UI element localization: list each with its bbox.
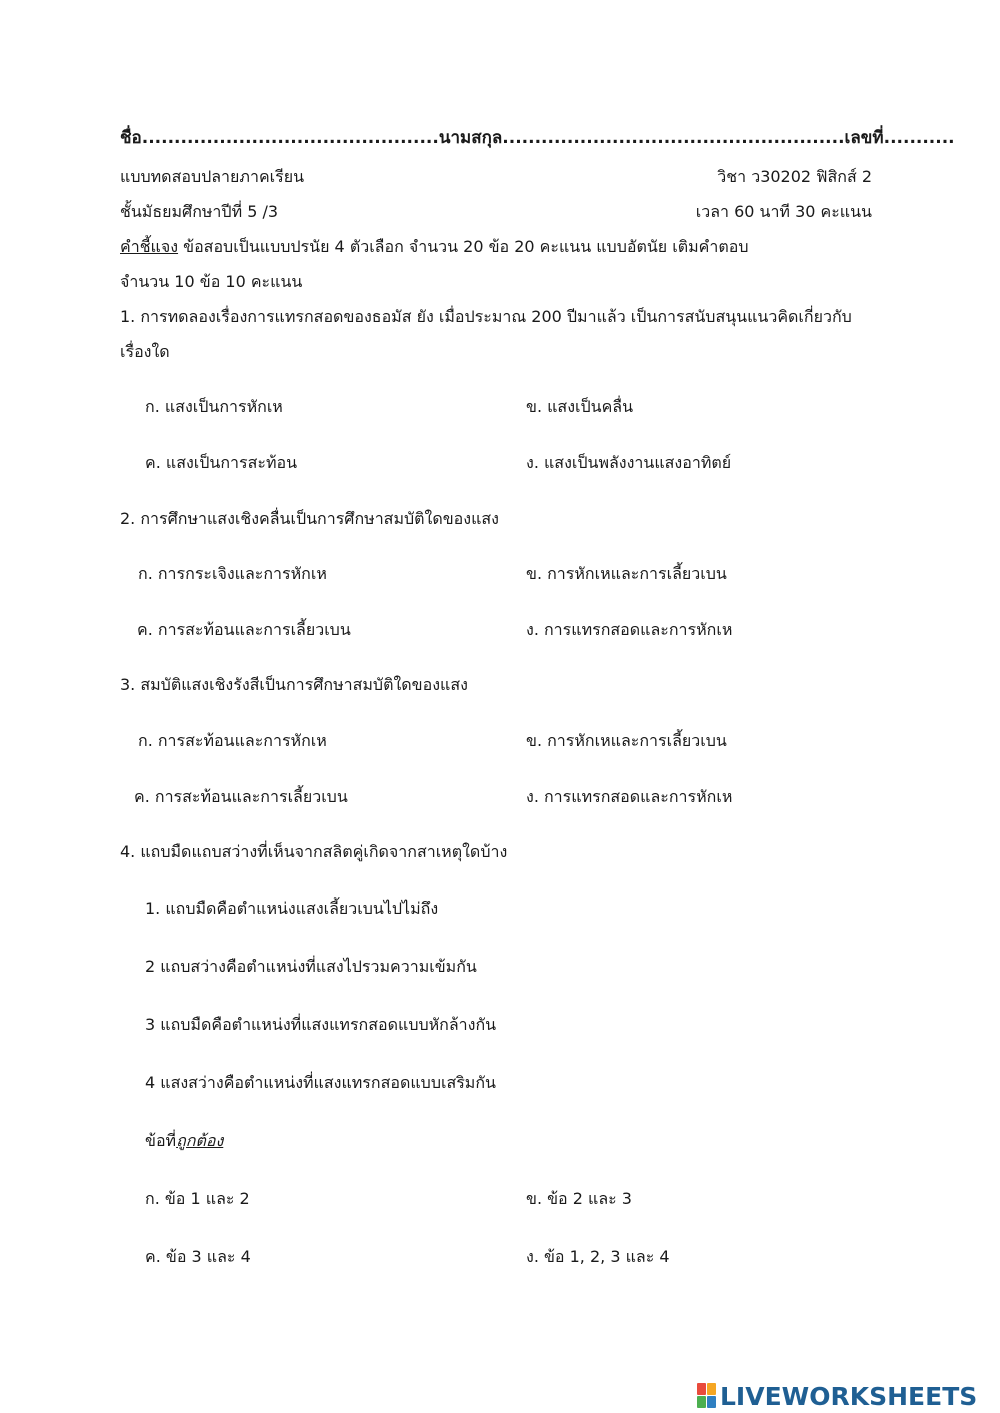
question-4-statement-4: 4 แสงสว่างคือตำแหน่งที่แสงแทรกสอดแบบเสริมกัน [145,1073,496,1092]
grade: ชั้นมัธยมศึกษาปีที่ 5 /3 [120,202,279,221]
question-2-choice-c[interactable]: ค. การสะท้อนและการเลี้ยวเบน [137,620,351,639]
question-1-choice-d[interactable]: ง. แสงเป็นพลังงานแสงอาทิตย์ [526,453,732,472]
instructions-text: ข้อสอบเป็นแบบปรนัย 4 ตัวเลือก จำนวน 20 ข้อ 20 คะแนน แบบอัตนัย เติมคำตอบ [178,237,749,256]
liveworksheets-logo-icon [697,1383,717,1409]
question-4-prompt-prefix: ข้อที่ [145,1131,177,1150]
question-4-prompt-emphasis: ถูกต้อง [176,1131,224,1150]
question-3-choice-b[interactable]: ข. การหักเหและการเลี้ยวเบน [526,731,727,750]
question-3-choice-c[interactable]: ค. การสะท้อนและการเลี้ยวเบน [134,787,348,806]
question-2-choice-d[interactable]: ง. การแทรกสอดและการหักเห [526,620,733,639]
question-4-statement-1: 1. แถบมืดคือตำแหน่งแสงเลี้ยวเบนไปไม่ถึง [145,899,439,918]
question-2-choice-a[interactable]: ก. การกระเจิงและการหักเห [138,564,327,583]
question-3-text: 3. สมบัติแสงเชิงรังสีเป็นการศึกษาสมบัติใดของแสง [120,675,468,694]
question-4-choice-a[interactable]: ก. ข้อ 1 และ 2 [145,1189,250,1208]
instructions-line1 [120,236,749,258]
question-2-choice-b[interactable]: ข. การหักเหและการเลี้ยวเบน [526,564,727,583]
question-4-statement-3: 3 แถบมืดคือตำแหน่งที่แสงแทรกสอดแบบหักล้างกัน [145,1015,497,1034]
question-3-choice-d[interactable]: ง. การแทรกสอดและการหักเห [526,787,733,806]
question-1-text-cont: เรื่องใด [120,342,170,361]
question-4-statement-2: 2 แถบสว่างคือตำแหน่งที่แสงไปรวมความเข้มกัน [145,957,477,976]
question-2-text: 2. การศึกษาแสงเชิงคลื่นเป็นการศึกษาสมบัติใดของแสง [120,509,499,528]
instructions-label: คำชี้แจง [120,237,179,256]
question-1-choice-c[interactable]: ค. แสงเป็นการสะท้อน [145,453,298,472]
question-1-choice-b[interactable]: ข. แสงเป็นคลื่น [526,397,634,416]
question-1-text: 1. การทดลองเรื่องการแทรกสอดของธอมัส ยัง เมื่อประมาณ 200 ปีมาแล้ว เป็นการสนับสนุนแนวคิดเกี่ยวกับ [120,307,852,326]
question-1-choice-a[interactable]: ก. แสงเป็นการหักเห [145,397,283,416]
question-3-choice-a[interactable]: ก. การสะท้อนและการหักเห [138,731,327,750]
time-score: เวลา 60 นาที 30 คะแนน [695,202,872,221]
question-4-choice-d[interactable]: ง. ข้อ 1, 2, 3 และ 4 [526,1247,670,1266]
question-4-choice-b[interactable]: ข. ข้อ 2 และ 3 [526,1189,632,1208]
question-4-choice-c[interactable]: ค. ข้อ 3 และ 4 [145,1247,251,1266]
instructions-line2: จำนวน 10 ข้อ 10 คะแนน [120,272,303,291]
liveworksheets-logo-text: LIVEWORKSHEETS [720,1381,978,1411]
name-line: ชื่อ..............................................นามสกุล.....................................................เลขที่........... [120,128,955,148]
question-4-text: 4. แถบมืดแถบสว่างที่เห็นจากสลิตคู่เกิดจากสาเหตุใดบ้าง [120,842,508,861]
exam-title: แบบทดสอบปลายภาคเรียน [120,167,305,186]
question-4-prompt [145,1130,223,1152]
subject: วิชา ว30202 ฟิสิกส์ 2 [717,167,872,186]
liveworksheets-logo [697,1379,977,1413]
